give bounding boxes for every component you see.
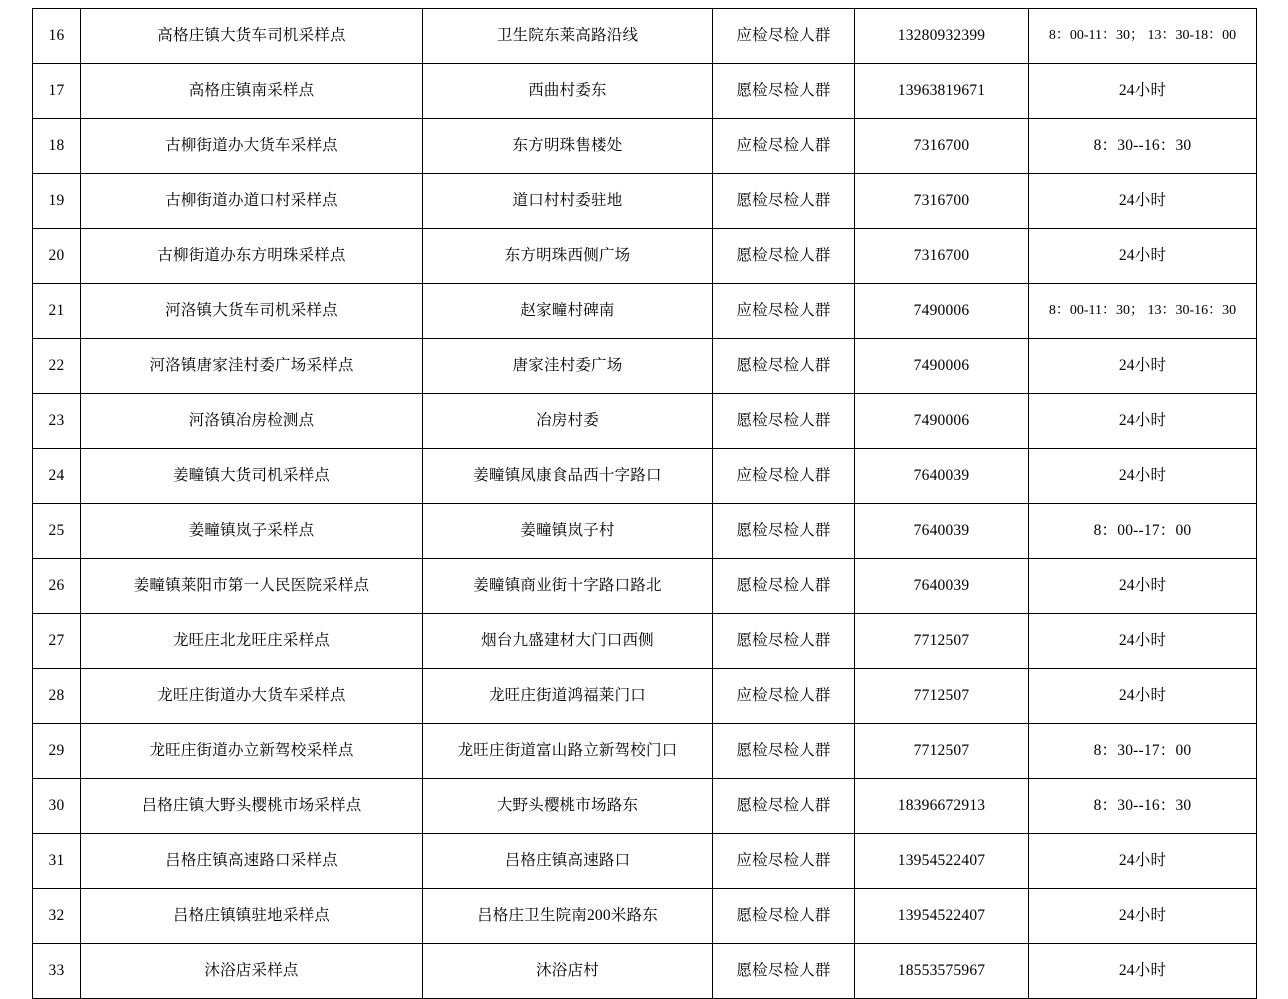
cell-address: 西曲村委东 xyxy=(423,64,713,119)
cell-group: 愿检尽检人群 xyxy=(713,504,855,559)
cell-phone: 7712507 xyxy=(855,614,1029,669)
cell-phone: 13963819671 xyxy=(855,64,1029,119)
cell-name: 古柳街道办道口村采样点 xyxy=(81,174,423,229)
cell-index: 32 xyxy=(33,889,81,944)
cell-time: 24小时 xyxy=(1029,339,1257,394)
cell-phone: 7640039 xyxy=(855,504,1029,559)
cell-group: 愿检尽检人群 xyxy=(713,339,855,394)
cell-time: 8：30--16：30 xyxy=(1029,779,1257,834)
cell-time: 24小时 xyxy=(1029,449,1257,504)
cell-name: 姜疃镇岚子采样点 xyxy=(81,504,423,559)
cell-name: 吕格庄镇高速路口采样点 xyxy=(81,834,423,889)
cell-address: 道口村村委驻地 xyxy=(423,174,713,229)
table-row xyxy=(33,284,1257,339)
cell-address: 龙旺庄街道富山路立新驾校门口 xyxy=(423,724,713,779)
cell-index: 33 xyxy=(33,944,81,999)
table-body xyxy=(33,9,1257,999)
table-row xyxy=(33,9,1257,64)
cell-index: 23 xyxy=(33,394,81,449)
cell-name: 河洛镇大货车司机采样点 xyxy=(81,284,423,339)
cell-phone: 7490006 xyxy=(855,284,1029,339)
cell-name: 高格庄镇大货车司机采样点 xyxy=(81,9,423,64)
cell-index: 25 xyxy=(33,504,81,559)
cell-index: 16 xyxy=(33,9,81,64)
cell-name: 姜疃镇莱阳市第一人民医院采样点 xyxy=(81,559,423,614)
table-row xyxy=(33,504,1257,559)
cell-phone: 7316700 xyxy=(855,229,1029,284)
cell-address: 烟台九盛建材大门口西侧 xyxy=(423,614,713,669)
cell-time: 24小时 xyxy=(1029,944,1257,999)
cell-name: 高格庄镇南采样点 xyxy=(81,64,423,119)
cell-index: 20 xyxy=(33,229,81,284)
table-row xyxy=(33,834,1257,889)
cell-time: 8：30--17：00 xyxy=(1029,724,1257,779)
table-row xyxy=(33,944,1257,999)
cell-address: 姜疃镇凤康食品西十字路口 xyxy=(423,449,713,504)
cell-time: 24小时 xyxy=(1029,834,1257,889)
cell-phone: 7490006 xyxy=(855,339,1029,394)
cell-address: 沐浴店村 xyxy=(423,944,713,999)
cell-phone: 7316700 xyxy=(855,119,1029,174)
table-row xyxy=(33,394,1257,449)
cell-address: 东方明珠售楼处 xyxy=(423,119,713,174)
cell-phone: 7712507 xyxy=(855,669,1029,724)
table-row xyxy=(33,779,1257,834)
cell-group: 愿检尽检人群 xyxy=(713,64,855,119)
cell-index: 27 xyxy=(33,614,81,669)
cell-name: 沐浴店采样点 xyxy=(81,944,423,999)
cell-address: 东方明珠西侧广场 xyxy=(423,229,713,284)
cell-address: 唐家洼村委广场 xyxy=(423,339,713,394)
table-row xyxy=(33,64,1257,119)
cell-group: 愿检尽检人群 xyxy=(713,779,855,834)
cell-time: 24小时 xyxy=(1029,614,1257,669)
cell-index: 29 xyxy=(33,724,81,779)
cell-time: 8：30--16：30 xyxy=(1029,119,1257,174)
cell-address: 大野头樱桃市场路东 xyxy=(423,779,713,834)
cell-time: 24小时 xyxy=(1029,394,1257,449)
cell-group: 愿检尽检人群 xyxy=(713,944,855,999)
cell-time: 24小时 xyxy=(1029,669,1257,724)
cell-name: 河洛镇唐家洼村委广场采样点 xyxy=(81,339,423,394)
cell-name: 吕格庄镇镇驻地采样点 xyxy=(81,889,423,944)
cell-time: 8：00--17：00 xyxy=(1029,504,1257,559)
table-row xyxy=(33,119,1257,174)
table-row xyxy=(33,339,1257,394)
cell-group: 应检尽检人群 xyxy=(713,284,855,339)
table-row xyxy=(33,724,1257,779)
cell-name: 古柳街道办大货车采样点 xyxy=(81,119,423,174)
cell-phone: 7490006 xyxy=(855,394,1029,449)
cell-phone: 13280932399 xyxy=(855,9,1029,64)
cell-phone: 7640039 xyxy=(855,559,1029,614)
table-row xyxy=(33,559,1257,614)
cell-group: 愿检尽检人群 xyxy=(713,889,855,944)
cell-address: 吕格庄镇高速路口 xyxy=(423,834,713,889)
table-row xyxy=(33,614,1257,669)
cell-address: 卫生院东莱高路沿线 xyxy=(423,9,713,64)
cell-address: 赵家疃村碑南 xyxy=(423,284,713,339)
cell-index: 17 xyxy=(33,64,81,119)
cell-address: 冶房村委 xyxy=(423,394,713,449)
cell-address: 姜疃镇商业街十字路口路北 xyxy=(423,559,713,614)
cell-group: 应检尽检人群 xyxy=(713,9,855,64)
cell-index: 22 xyxy=(33,339,81,394)
table-row xyxy=(33,229,1257,284)
table-row xyxy=(33,669,1257,724)
cell-group: 应检尽检人群 xyxy=(713,119,855,174)
cell-name: 龙旺庄北龙旺庄采样点 xyxy=(81,614,423,669)
cell-name: 古柳街道办东方明珠采样点 xyxy=(81,229,423,284)
cell-time: 8：00-11：30； 13：30-18：00 xyxy=(1029,9,1257,64)
cell-phone: 7712507 xyxy=(855,724,1029,779)
cell-group: 应检尽检人群 xyxy=(713,669,855,724)
cell-name: 姜疃镇大货司机采样点 xyxy=(81,449,423,504)
cell-index: 21 xyxy=(33,284,81,339)
cell-group: 愿检尽检人群 xyxy=(713,174,855,229)
cell-phone: 13954522407 xyxy=(855,889,1029,944)
cell-address: 姜疃镇岚子村 xyxy=(423,504,713,559)
cell-phone: 18553575967 xyxy=(855,944,1029,999)
cell-index: 24 xyxy=(33,449,81,504)
sampling-points-table xyxy=(32,8,1257,999)
table-row xyxy=(33,449,1257,504)
cell-time: 8：00-11：30； 13：30-16：30 xyxy=(1029,284,1257,339)
cell-group: 愿检尽检人群 xyxy=(713,394,855,449)
cell-group: 愿检尽检人群 xyxy=(713,559,855,614)
cell-phone: 13954522407 xyxy=(855,834,1029,889)
cell-phone: 7640039 xyxy=(855,449,1029,504)
cell-time: 24小时 xyxy=(1029,229,1257,284)
cell-time: 24小时 xyxy=(1029,64,1257,119)
cell-group: 愿检尽检人群 xyxy=(713,229,855,284)
cell-group: 应检尽检人群 xyxy=(713,449,855,504)
cell-index: 30 xyxy=(33,779,81,834)
table-row xyxy=(33,889,1257,944)
cell-group: 愿检尽检人群 xyxy=(713,614,855,669)
cell-time: 24小时 xyxy=(1029,889,1257,944)
cell-time: 24小时 xyxy=(1029,559,1257,614)
cell-index: 28 xyxy=(33,669,81,724)
cell-phone: 18396672913 xyxy=(855,779,1029,834)
cell-name: 吕格庄镇大野头樱桃市场采样点 xyxy=(81,779,423,834)
cell-name: 龙旺庄街道办大货车采样点 xyxy=(81,669,423,724)
cell-name: 龙旺庄街道办立新驾校采样点 xyxy=(81,724,423,779)
cell-index: 18 xyxy=(33,119,81,174)
cell-group: 愿检尽检人群 xyxy=(713,724,855,779)
table-row xyxy=(33,174,1257,229)
cell-index: 31 xyxy=(33,834,81,889)
cell-time: 24小时 xyxy=(1029,174,1257,229)
cell-address: 吕格庄卫生院南200米路东 xyxy=(423,889,713,944)
cell-index: 19 xyxy=(33,174,81,229)
cell-phone: 7316700 xyxy=(855,174,1029,229)
cell-group: 应检尽检人群 xyxy=(713,834,855,889)
cell-name: 河洛镇冶房检测点 xyxy=(81,394,423,449)
cell-index: 26 xyxy=(33,559,81,614)
cell-address: 龙旺庄街道鸿福莱门口 xyxy=(423,669,713,724)
